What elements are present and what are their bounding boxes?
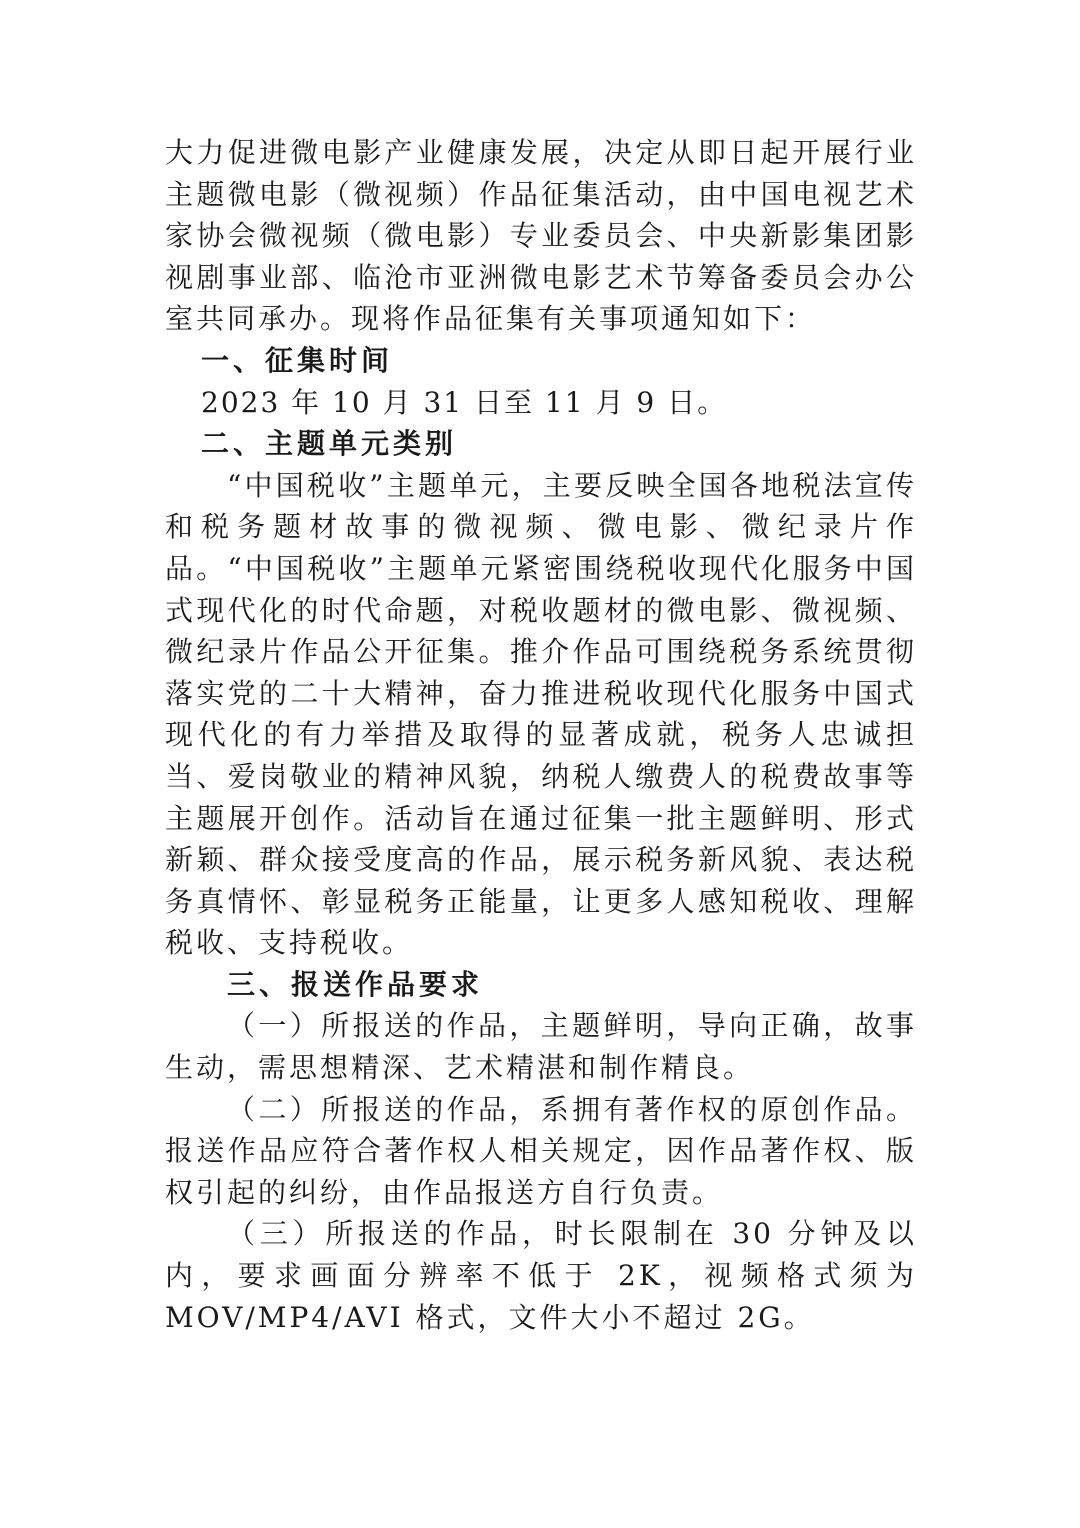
requirement-item-1: （一）所报送的作品，主题鲜明，导向正确，故事生动，需思想精深、艺术精湛和制作精良。 bbox=[165, 1009, 917, 1085]
section-heading-collection-time: 一、征集时间 bbox=[201, 343, 394, 377]
section-heading-submission-requirements: 三、报送作品要求 bbox=[227, 967, 484, 1001]
section-heading-theme-categories: 二、主题单元类别 bbox=[201, 427, 458, 461]
requirement-item-2: （二）所报送的作品，系拥有著作权的原创作品。报送作品应符合著作权人相关规定，因作品著作权、版权引起的纠纷，由作品报送方自行负责。 bbox=[165, 1092, 917, 1209]
intro-paragraph: 大力促进微电影产业健康发展，决定从即日起开展行业主题微电影（微视频）作品征集活动，由中国电视艺术家协会微视频（微电影）专业委员会、中央新影集团影视剧事业部、临沧市亚洲微电影艺术节筹备委员会办公室共同承办。现将作品征集有关事项通知如下： bbox=[165, 136, 917, 336]
requirement-item-3: （三）所报送的作品，时长限制在 30 分钟及以内，要求画面分辨率不低于 2K，视频格式须为 MOV/MP4/AVI 格式，文件大小不超过 2G。 bbox=[165, 1217, 917, 1334]
document-body bbox=[165, 132, 917, 1338]
theme-categories-paragraph: “中国税收”主题单元，主要反映全国各地税法宣传和税务题材故事的微视频、微电影、微纪录片作品。“中国税收”主题单元紧密围绕税收现代化服务中国式现代化的时代命题，对税收题材的微电影、微视频、微纪录片作品公开征集。推介作品可围绕税务系统贯彻落实党的二十大精神，奋力推进税收现代化服务中国式现代化的有力举措及取得的显著成就，税务人忠诚担当、爱岗敬业的精神风貌，纳税人缴费人的税费故事等主题展开创作。活动旨在通过征集一批主题鲜明、形式新颖、群众接受度高的作品，展示税务新风貌、表达税务真情怀、彰显税务正能量，让更多人感知税收、理解税收、支持税收。 bbox=[165, 468, 917, 960]
collection-time-text: 2023 年 10 月 31 日至 11 月 9 日。 bbox=[201, 385, 728, 419]
